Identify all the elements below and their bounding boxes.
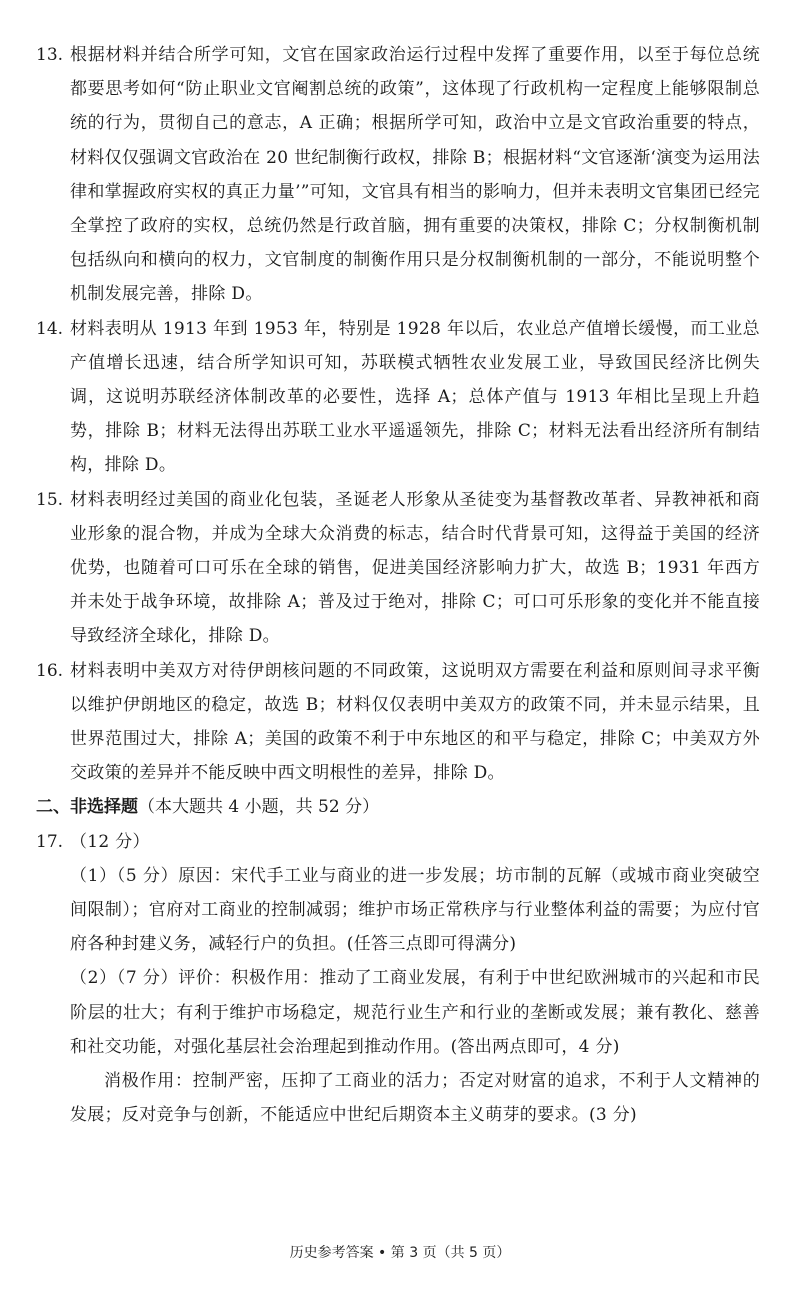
q17-part-2-negative: 消极作用：控制严密，压抑了工商业的活力；否定对财富的追求，不利于人文精神的发展；反对竞争与创新，不能适应中世纪后期资本主义萌芽的要求。(3 分) xyxy=(70,1071,760,1126)
item-text: 根据材料并结合所学可知，文官在国家政治运行过程中发挥了重要作用，以至于每位总统都要思考如何“防止职业文官阉割总统的政策”，这体现了行政机构一定程度上能够限制总统的行为，贯彻自己的意志，A 正确；根据所学可知，政治中立是文官政治重要的特点，材料仅仅强调文官政治在 20 世纪制衡行政权，排除 B；根据材料“文官逐渐‘演变为运用法律和掌握政府实权的真正力量’”可知，文官具有相当的影响力，但并未表明文官集团已经完全掌控了政府的实权，总统仍然是行政首脑，拥有重要的决策权，排除 C；分权制衡机制包括纵向和横向的权力，文官制度的制衡作用只是分权制衡机制的一部分，不能说明整个机制发展完善，排除 D。 xyxy=(70,45,760,305)
item-number: 17. xyxy=(36,831,64,852)
item-text: 材料表明经过美国的商业化包装，圣诞老人形象从圣徒变为基督教改革者、异教神祇和商业形象的混合物，并成为全球大众消费的标志，结合时代背景可知，这得益于美国的经济优势，也随着可口可乐在全球的销售，促进美国经济影响力扩大，故选 B；1931 年西方并未处于战争环境，故排除 A；普及过于绝对，排除 C；可口可乐形象的变化并不能直接导致经济全球化，排除 D。 xyxy=(70,489,760,647)
item-number: 15. xyxy=(36,489,64,510)
item-number: 16. xyxy=(36,660,64,681)
section-heading xyxy=(36,790,760,824)
answer-item-13 xyxy=(36,38,760,312)
item-text: 材料表明从 1913 年到 1953 年，特别是 1928 年以后，农业总产值增长缓慢，而工业总产值增长迅速，结合所学知识可知，苏联模式牺牲农业发展工业，导致国民经济比例失调，这说明苏联经济体制改革的必要性，选择 A；总体产值与 1913 年相比呈现上升趋势，排除 B；材料无法得出苏联工业水平遥遥领先，排除 C；材料无法看出经济所有制结构，排除 D。 xyxy=(70,318,760,476)
answer-item-17-header xyxy=(36,825,760,859)
item-score: （12 分） xyxy=(70,831,150,852)
item-text: 材料表明中美双方对待伊朗核问题的不同政策，这说明双方需要在利益和原则间寻求平衡以维护伊朗地区的稳定，故选 B；材料仅仅表明中美双方的政策不同，并未显示结果，且世界范围过大，排除 A；美国的政策不利于中东地区的和平与稳定，排除 C；中美双方外交政策的差异并不能反映中西文明根性的差异，排除 D。 xyxy=(70,660,760,784)
answer-item-14 xyxy=(36,312,760,483)
q17-part-1: （1）（5 分）原因：宋代手工业与商业的进一步发展；坊市制的瓦解（或城市商业突破空间限制）；官府对工商业的控制减弱；维护市场正常秩序与行业整体利益的需要；为应付官府各种封建义务，减轻行户的负担。(任答三点即可得满分) xyxy=(70,865,760,955)
q17-part-2: （2）（7 分）评价：积极作用：推动了工商业发展，有利于中世纪欧洲城市的兴起和市民阶层的壮大；有利于维护市场稳定，规范行业生产和行业的垄断或发展；兼有教化、慈善和社交功能，对强化基层社会治理起到推动作用。(答出两点即可，4 分) xyxy=(70,968,760,1057)
answer-item-15 xyxy=(36,483,760,654)
section-note: （本大题共 4 小题，共 52 分） xyxy=(138,797,380,818)
section-title: 二、非选择题 xyxy=(36,797,138,818)
page-footer: 历史参考答案 • 第 3 页（共 5 页） xyxy=(289,1245,511,1261)
item-number: 13. xyxy=(36,45,64,65)
answer-item-16 xyxy=(36,654,760,791)
item-number: 14. xyxy=(36,318,64,339)
